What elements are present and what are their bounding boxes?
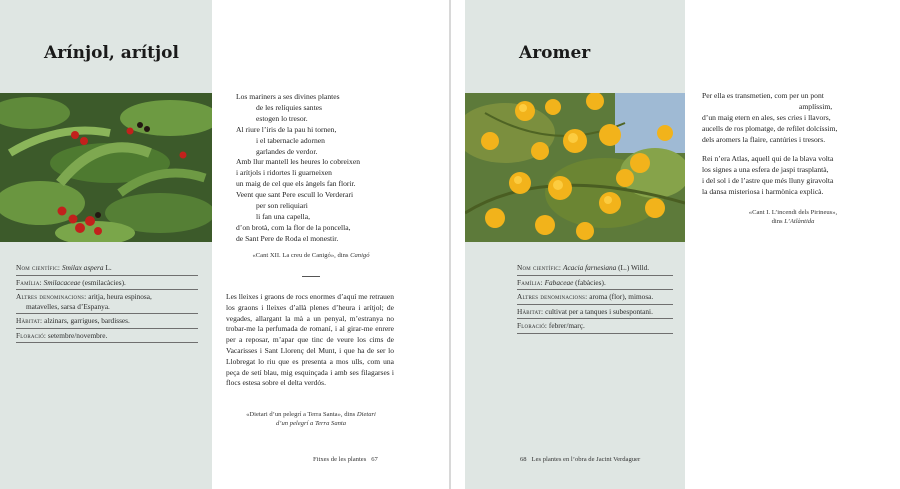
page-number: 68 bbox=[520, 456, 527, 463]
right-color-band bbox=[465, 0, 685, 489]
running-head: Fitxes de les plantes bbox=[313, 456, 367, 463]
fact-label: Hàbitat: bbox=[16, 316, 43, 325]
fact-value: L. bbox=[103, 263, 112, 272]
left-folio bbox=[313, 456, 378, 463]
fact-row bbox=[517, 276, 673, 291]
fact-row bbox=[517, 261, 673, 276]
page-number: 67 bbox=[371, 456, 378, 463]
fact-value-continued: matavelles, sarsa d’Espanya. bbox=[26, 301, 110, 311]
fact-row bbox=[16, 329, 198, 344]
poem-line: li fan una capella, bbox=[256, 211, 310, 221]
citation-text: «Cant I. L’incendi dels Pirineus», bbox=[748, 209, 838, 216]
fact-row bbox=[16, 314, 198, 329]
left-poem bbox=[236, 92, 406, 245]
poem-line: Los mariners a ses divines plantes bbox=[236, 92, 340, 101]
fact-value: setembre/novembre. bbox=[46, 330, 108, 340]
poem-line: d’on brotà, com la flor de la poncella, bbox=[236, 222, 351, 232]
fact-value: (L.) Willd. bbox=[616, 263, 650, 272]
fact-value: alzinars, garrigues, bardisses. bbox=[42, 316, 130, 325]
fact-label: Floració: bbox=[517, 321, 548, 330]
poem-line: aucells de ros plomatge, de refilet dolcíssim, bbox=[702, 123, 838, 133]
fact-label: Nom científic: bbox=[517, 263, 562, 272]
poem-line: los signes a una esfera de jaspi trasplantà, bbox=[702, 164, 829, 174]
poem-line: Per ella es transmetien, com per un pont bbox=[702, 91, 824, 100]
fact-value-italic: Acacia farnesiana bbox=[562, 263, 617, 272]
poem-line: d’un maig etern en ales, ses cries i llavors, bbox=[702, 112, 831, 122]
citation-text: dins bbox=[771, 218, 785, 225]
right-poem-stanza-1 bbox=[702, 91, 882, 146]
fact-row bbox=[517, 305, 673, 320]
fact-label: Nom científic: bbox=[16, 263, 61, 272]
poem-line: per son reliquiari bbox=[256, 201, 308, 211]
fact-row bbox=[517, 290, 673, 305]
poem-line: i arítjols i ridortes li guarneixen bbox=[236, 168, 332, 178]
left-poem-citation bbox=[226, 251, 396, 260]
fact-label: Hàbitat: bbox=[517, 306, 544, 316]
fact-row bbox=[16, 276, 198, 291]
left-prose: Les lleixes i graons de rocs enormes d’aquí me retrauen los graons i lleixes d’allà plenes d’heura i arítjol; de vegades, allargant la mà a un penyal, m’estranya no trobar-me la perfumada de romaní, i al girar-me enrere per a reposar, m’apar que tinc de veure los cims de Vacarisses i Sant Llorenç del Munt, i que ha de ser lo Llobregat lo riu que es presenta a mos ulls, com una peça de setí blau, mig esquinçada i amb ses filagarses i flocs estesa sobre el delta verdós. bbox=[226, 292, 394, 388]
poem-line: Al riure l’iris de la pau hi tornen, bbox=[236, 124, 337, 134]
left-page-title: Arínjol, arítjol bbox=[44, 43, 179, 63]
right-page-title: Aromer bbox=[519, 43, 591, 63]
poem-line: i el tabernacle adornen bbox=[256, 135, 325, 145]
citation-text: «Cant XII. La creu de Canigó», dins bbox=[252, 252, 351, 259]
left-page bbox=[0, 0, 449, 489]
citation-work: L’Atlàntida bbox=[784, 218, 815, 225]
poem-line: Veent que sant Pere escull lo Verderari bbox=[236, 190, 354, 200]
citation-work: Canigó bbox=[350, 252, 370, 259]
fact-value-italic: Fabaceae bbox=[544, 277, 574, 287]
fact-value: (esmilacàcies). bbox=[80, 277, 126, 287]
poem-line: garlandes de verdor. bbox=[256, 146, 318, 156]
poem-line: la dansa misteriosa i harmònica explicà. bbox=[702, 186, 824, 196]
fact-label: Altres denominacions: bbox=[16, 292, 87, 301]
fact-value: aroma (flor), mimosa. bbox=[587, 292, 654, 301]
section-divider bbox=[302, 276, 320, 277]
right-facts-table bbox=[517, 261, 673, 334]
fact-value-italic: Smilacaceae bbox=[43, 277, 81, 287]
poem-line: de Sant Pere de Roda el monestir. bbox=[236, 233, 339, 243]
citation-work: Dietari bbox=[356, 411, 376, 418]
fact-value: febrer/març. bbox=[547, 321, 585, 330]
holly-berries-photo-icon bbox=[0, 93, 212, 242]
poem-line: Rei n’era Atlas, aquell qui de la blava volta bbox=[702, 154, 834, 163]
fact-row bbox=[517, 319, 673, 334]
running-head: Les plantes en l’obra de Jacint Verdaguer bbox=[531, 456, 641, 463]
right-poem-citation bbox=[713, 208, 873, 226]
left-facts-table bbox=[16, 261, 198, 343]
poem-line: amplíssim, bbox=[799, 101, 833, 111]
fact-row bbox=[16, 261, 198, 276]
poem-line: un maig de cel que els àngels fan florir. bbox=[236, 179, 356, 189]
right-poem-stanza-2 bbox=[702, 154, 882, 198]
fact-row bbox=[16, 290, 198, 314]
poem-line: i del sol i de l’astre que més lluny giravolta bbox=[702, 175, 834, 185]
fact-label: Floració: bbox=[16, 330, 47, 340]
fact-value: cultivat per a tanques i subespontani. bbox=[543, 306, 653, 316]
poem-line: estogen lo tresor. bbox=[256, 113, 308, 123]
right-page bbox=[451, 0, 900, 489]
fact-value: (fabàcies). bbox=[573, 277, 606, 287]
left-color-band bbox=[0, 0, 212, 489]
fact-label: Família: bbox=[16, 277, 42, 287]
poem-line: de les relíquies santes bbox=[256, 102, 323, 112]
left-prose-citation bbox=[226, 410, 396, 428]
poem-line: dels aromers la flaire, cantúries i tresors. bbox=[702, 134, 826, 144]
fact-label: Família: bbox=[517, 277, 543, 287]
right-folio bbox=[520, 456, 640, 463]
citation-work-continued: d’un pelegrí a Terra Santa bbox=[275, 420, 347, 427]
fact-label: Altres denominacions: bbox=[517, 292, 588, 301]
fact-value: aritja, heura espinosa, bbox=[86, 292, 152, 301]
fact-value-italic: Smilax aspera bbox=[61, 263, 104, 272]
acacia-flowers-photo-icon bbox=[465, 93, 685, 242]
citation-text: «Dietari d’un pelegrí a Terra Santa», dins bbox=[246, 411, 357, 418]
poem-line: Amb llur mantell les heures lo cobreixen bbox=[236, 157, 360, 167]
